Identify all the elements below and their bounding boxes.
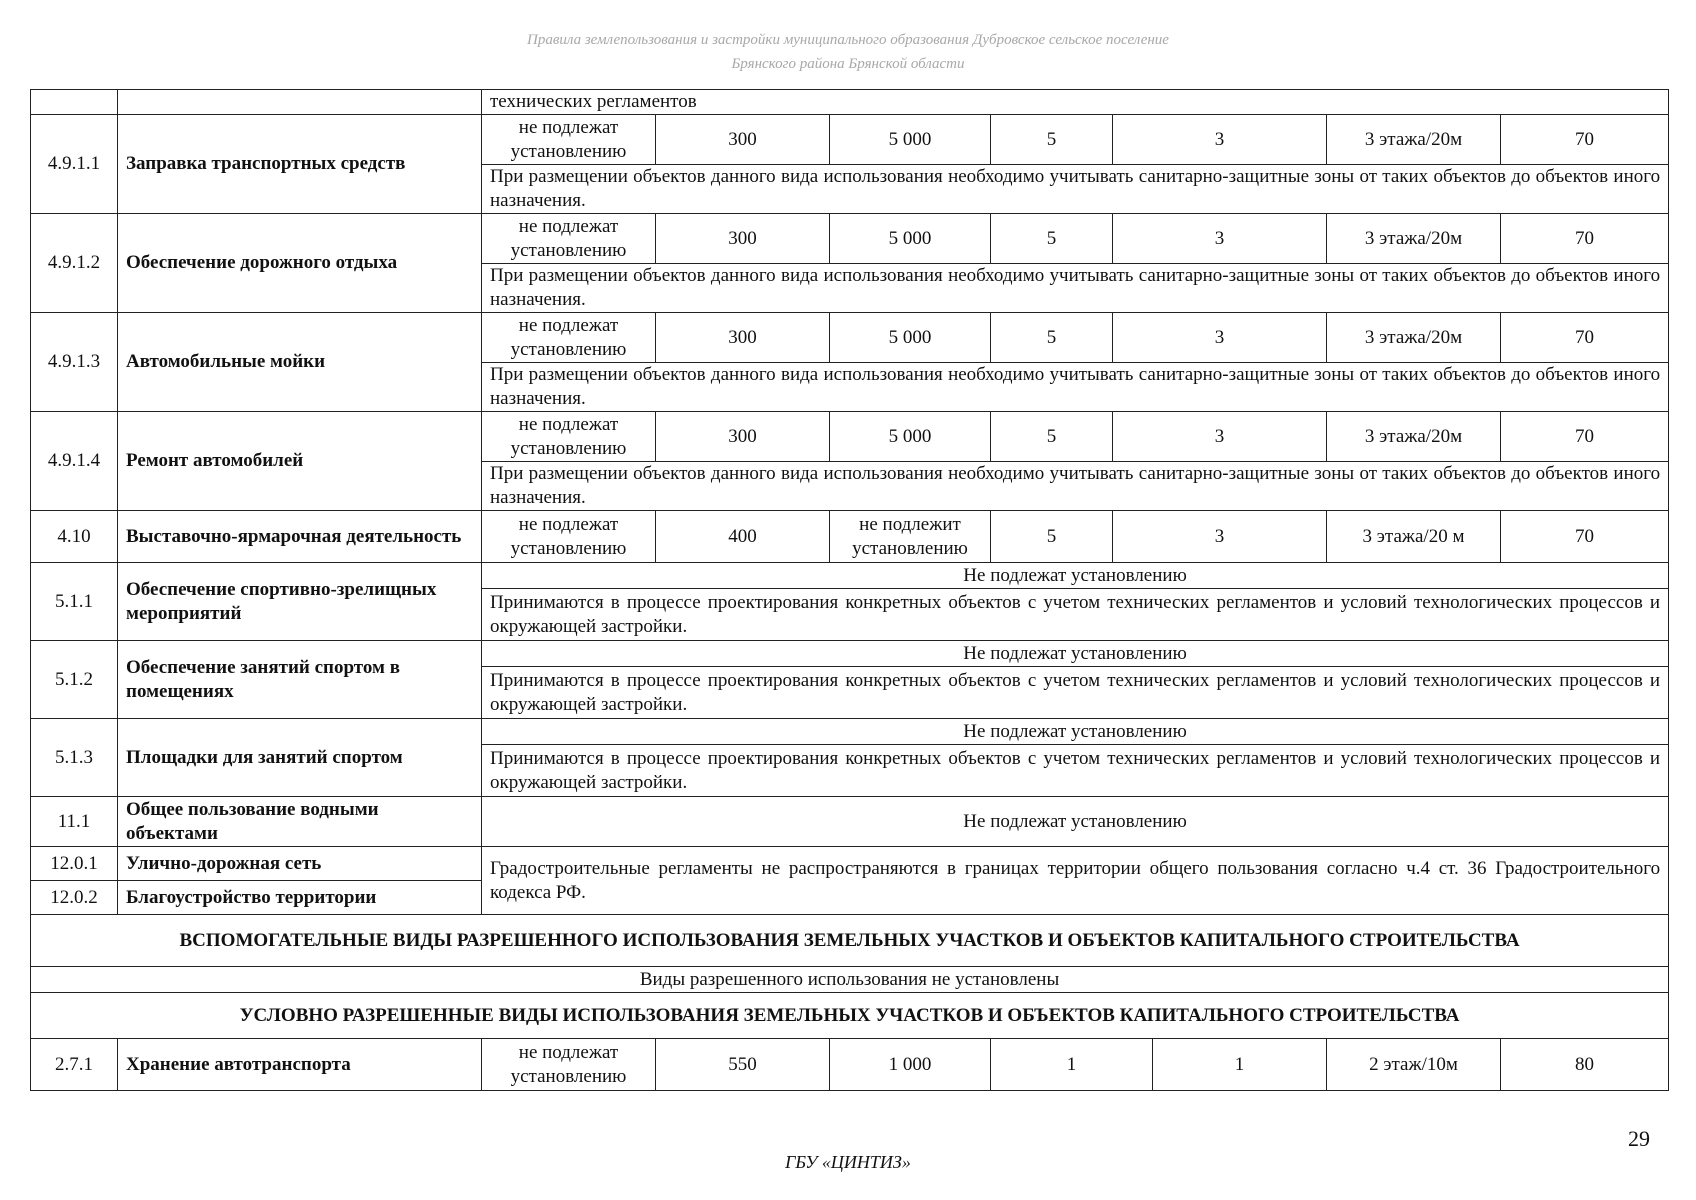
area-max-cell: 5 000 [830,412,991,462]
row-code: 4.9.1.2 [31,214,118,313]
urban-note-cell: Градостроительные регламенты не распространяются в границах территории общего пользования согласно ч.4 ст. 36 Градостроительного кодекса РФ. [482,847,1669,915]
area-min-cell: 300 [656,313,830,363]
row-name: Автомобильные мойки [118,313,482,412]
height-cell: 2 этаж/10м [1327,1039,1501,1091]
row-code: 4.9.1.4 [31,412,118,511]
area-max-cell: не подлежит установлению [830,511,991,563]
row-code: 11.1 [31,797,118,847]
header-line-2: Брянского района Брянской области [731,56,965,72]
setback-cell: 1 [991,1039,1153,1091]
table-row [31,511,1669,563]
row-code: 12.0.1 [31,847,118,881]
section-heading-auxiliary: ВСПОМОГАТЕЛЬНЫЕ ВИДЫ РАЗРЕШЕННОГО ИСПОЛЬЗОВАНИЯ ЗЕМЕЛЬНЫХ УЧАСТКОВ И ОБЪЕКТОВ КАПИТАЛЬНОГО СТРОИТЕЛЬСТВА [31,915,1669,967]
continuation-text: технических регламентов [482,90,1669,115]
table-row [31,90,1669,115]
section-heading-row [31,915,1669,967]
row-code: 4.10 [31,511,118,563]
section-heading-conditional: УСЛОВНО РАЗРЕШЕННЫЕ ВИДЫ ИСПОЛЬЗОВАНИЯ ЗЕМЕЛЬНЫХ УЧАСТКОВ И ОБЪЕКТОВ КАПИТАЛЬНОГО СТРОИТЕЛЬСТВА [31,993,1669,1039]
coverage-cell: 70 [1501,412,1669,462]
setback-cell: 5 [991,412,1113,462]
row-code: 5.1.3 [31,719,118,797]
area-max-cell: 1 000 [830,1039,991,1091]
height-cell: 3 этажа/20 м [1327,511,1501,563]
coverage-cell: 70 [1501,511,1669,563]
page-number: 29 [1628,1126,1650,1151]
row-name: Заправка транспортных средств [118,115,482,214]
note-cell: Принимаются в процессе проектирования конкретных объектов с учетом технических регламентов и условий технологических процессов и окружающей застройки. [482,745,1669,797]
setback-cell: 5 [991,214,1113,264]
min-size-cell: не подлежат установлению [482,511,656,563]
section-heading-row [31,993,1669,1039]
setback-cell: 5 [991,511,1113,563]
area-max-cell: 5 000 [830,214,991,264]
setback-cell: 5 [991,313,1113,363]
note-cell: Принимаются в процессе проектирования конкретных объектов с учетом технических регламентов и условий технологических процессов и окружающей застройки. [482,667,1669,719]
setback-2-cell: 1 [1153,1039,1327,1091]
table-row [31,641,1669,667]
setback-2-cell: 3 [1113,313,1327,363]
height-cell: 3 этажа/20м [1327,115,1501,165]
not-subject-cell: Не подлежат установлению [482,641,1669,667]
table-row [31,719,1669,745]
min-size-cell: не подлежат установлению [482,313,656,363]
row-code: 12.0.2 [31,881,118,915]
height-cell: 3 этажа/20м [1327,412,1501,462]
coverage-cell: 80 [1501,1039,1669,1091]
area-min-cell: 300 [656,115,830,165]
row-code: 4.9.1.3 [31,313,118,412]
row-code: 5.1.2 [31,641,118,719]
table-row [31,115,1669,165]
row-name: Обеспечение дорожного отдыха [118,214,482,313]
not-subject-cell: Не подлежат установлению [482,719,1669,745]
row-name: Площадки для занятий спортом [118,719,482,797]
table-row [31,563,1669,589]
table-row [31,967,1669,993]
table-row [31,412,1669,462]
note-cell: При размещении объектов данного вида использования необходимо учитывать санитарно-защитные зоны от таких объектов до объектов иного назначения. [482,462,1669,511]
row-name: Хранение автотранспорта [118,1039,482,1091]
table-row [31,847,1669,881]
setback-2-cell: 3 [1113,115,1327,165]
row-code: 5.1.1 [31,563,118,641]
table-row [31,797,1669,847]
note-cell: Принимаются в процессе проектирования конкретных объектов с учетом технических регламентов и условий технологических процессов и окружающей застройки. [482,589,1669,641]
setback-2-cell: 3 [1113,511,1327,563]
min-size-cell: не подлежат установлению [482,214,656,264]
note-cell: При размещении объектов данного вида использования необходимо учитывать санитарно-защитные зоны от таких объектов до объектов иного назначения. [482,264,1669,313]
row-name: Выставочно-ярмарочная деятельность [118,511,482,563]
page-header [0,28,1696,76]
row-name: Обеспечение спортивно-зрелищных мероприятий [118,563,482,641]
setback-cell: 5 [991,115,1113,165]
coverage-cell: 70 [1501,214,1669,264]
min-size-cell: не подлежат установлению [482,1039,656,1091]
note-cell: При размещении объектов данного вида использования необходимо учитывать санитарно-защитные зоны от таких объектов до объектов иного назначения. [482,165,1669,214]
header-line-1: Правила землепользования и застройки муниципального образования Дубровское сельское поселение [527,32,1169,48]
min-size-cell: не подлежат установлению [482,115,656,165]
not-subject-cell: Не подлежат установлению [482,797,1669,847]
row-name: Общее пользование водными объектами [118,797,482,847]
area-max-cell: 5 000 [830,115,991,165]
coverage-cell: 70 [1501,115,1669,165]
row-code: 4.9.1.1 [31,115,118,214]
row-name: Ремонт автомобилей [118,412,482,511]
table-row [31,313,1669,363]
row-code: 2.7.1 [31,1039,118,1091]
min-size-cell: не подлежат установлению [482,412,656,462]
table-row [31,1039,1669,1091]
row-name: Обеспечение занятий спортом в помещениях [118,641,482,719]
height-cell: 3 этажа/20м [1327,214,1501,264]
area-min-cell: 300 [656,214,830,264]
not-subject-cell: Не подлежат установлению [482,563,1669,589]
setback-2-cell: 3 [1113,412,1327,462]
row-name: Улично-дорожная сеть [118,847,482,881]
height-cell: 3 этажа/20м [1327,313,1501,363]
area-min-cell: 550 [656,1039,830,1091]
setback-2-cell: 3 [1113,214,1327,264]
area-min-cell: 400 [656,511,830,563]
row-name: Благоустройство территории [118,881,482,915]
page-footer: ГБУ «ЦИНТИЗ» [785,1152,911,1172]
area-min-cell: 300 [656,412,830,462]
aux-note-cell: Виды разрешенного использования не установлены [31,967,1669,993]
area-max-cell: 5 000 [830,313,991,363]
note-cell: При размещении объектов данного вида использования необходимо учитывать санитарно-защитные зоны от таких объектов до объектов иного назначения. [482,363,1669,412]
table-row [31,214,1669,264]
regulations-table [30,89,1669,1091]
coverage-cell: 70 [1501,313,1669,363]
